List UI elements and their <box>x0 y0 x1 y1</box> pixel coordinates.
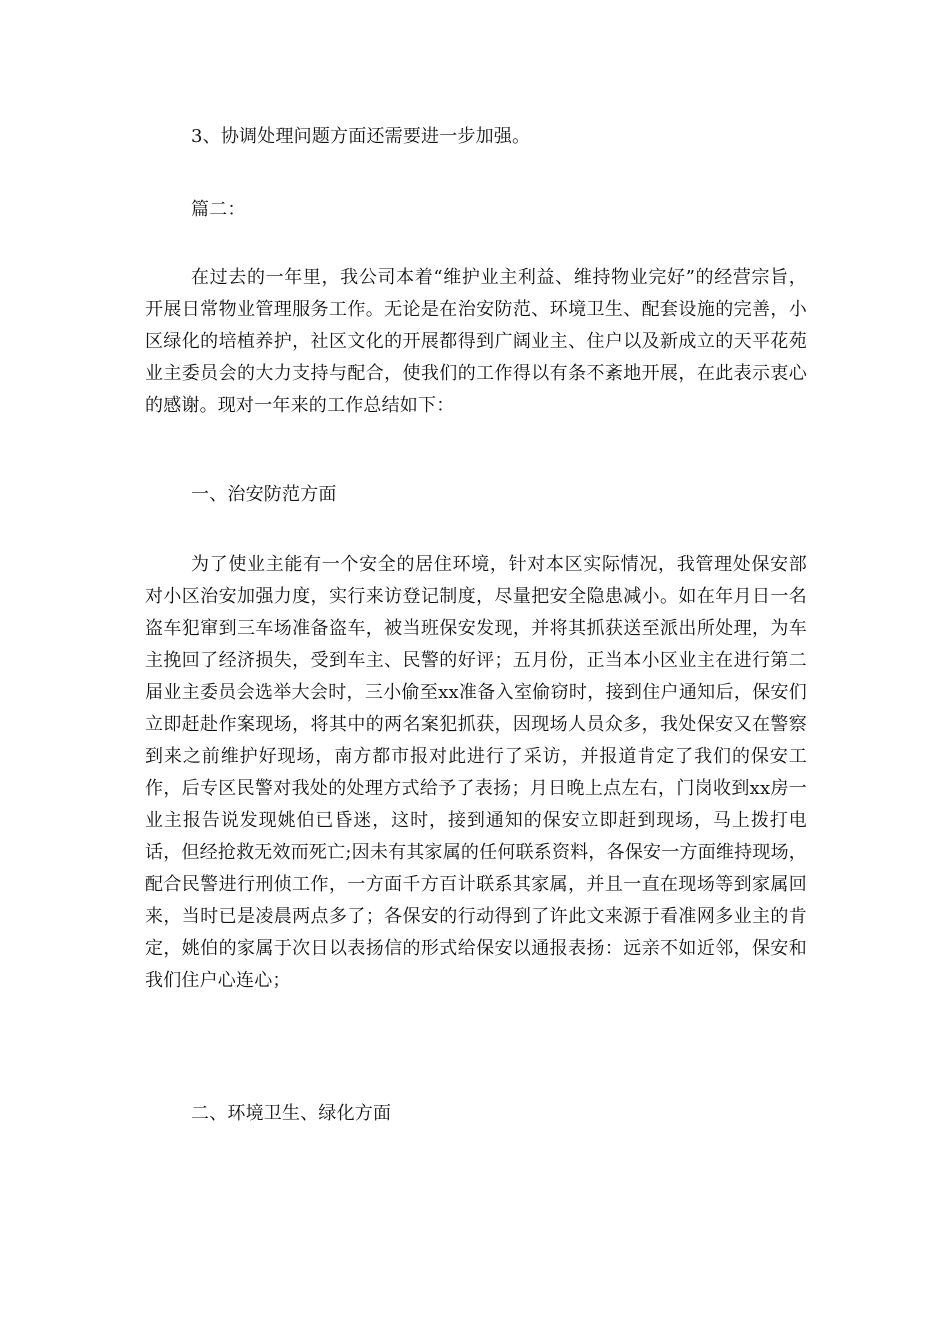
section-heading-environment: 二、环境卫生、绿化方面 <box>191 1103 392 1124</box>
section-heading-security: 一、治安防范方面 <box>191 484 337 505</box>
paragraph-intro: 在过去的一年里，我公司本着“维护业主利益、维持物业完好”的经营宗旨，开展日常物业管理服务工作。无论是在治安防范、环境卫生、配套设施的完善，小区绿化的培植养护，社区文化的开展都得到广阔业主、住户以及新成立的天平花苑业主委员会的大力支持与配合，使我们的工作得以有条不紊地开展，在此表示衷心的感谢。现对一年来的工作总结如下： <box>145 267 807 416</box>
paragraph-item-3: 3、协调处理问题方面还需要进一步加强。 <box>191 126 531 147</box>
paragraph-security: 为了使业主能有一个安全的居住环境，针对本区实际情况，我管理处保安部对小区治安加强力度，实行来访登记制度，尽量把安全隐患减小。如在年月日一名盗车犯窜到三车场准备盗车，被当班保安发现，并将其抓获送至派出所处理，为车主挽回了经济损失，受到车主、民警的好评；五月份，正当本小区业主在进行第二届业主委员会选举大会时，三小偷至xx准备入室偷窃时，接到住户通知后，保安们立即赶赴作案现场，将其中的两名案犯抓获，因现场人员众多，我处保安又在警察到来之前维护好现场，南方都市报对此进行了采访，并报道肯定了我们的保安工作，后专区民警对我处的处理方式给予了表扬；月日晚上点左右，门岗收到xx房一业主报告说发现姚伯已昏迷，这时，接到通知的保安立即赶到现场，马上拨打电话，但经抢救无效而死亡;因未有其家属的任何联系资料，各保安一方面维持现场，配合民警进行刑侦工作，一方面千方百计联系其家属，并且一直在现场等到家属回来，当时已是凌晨两点多了；各保安的行动得到了许此文来源于看准网多业主的肯定，姚伯的家属于次日以表扬信的形式给保安以通报表扬：远亲不如近邻，保安和我们住户心连心； <box>145 554 807 991</box>
section-title-part-two: 篇二： <box>191 199 246 220</box>
